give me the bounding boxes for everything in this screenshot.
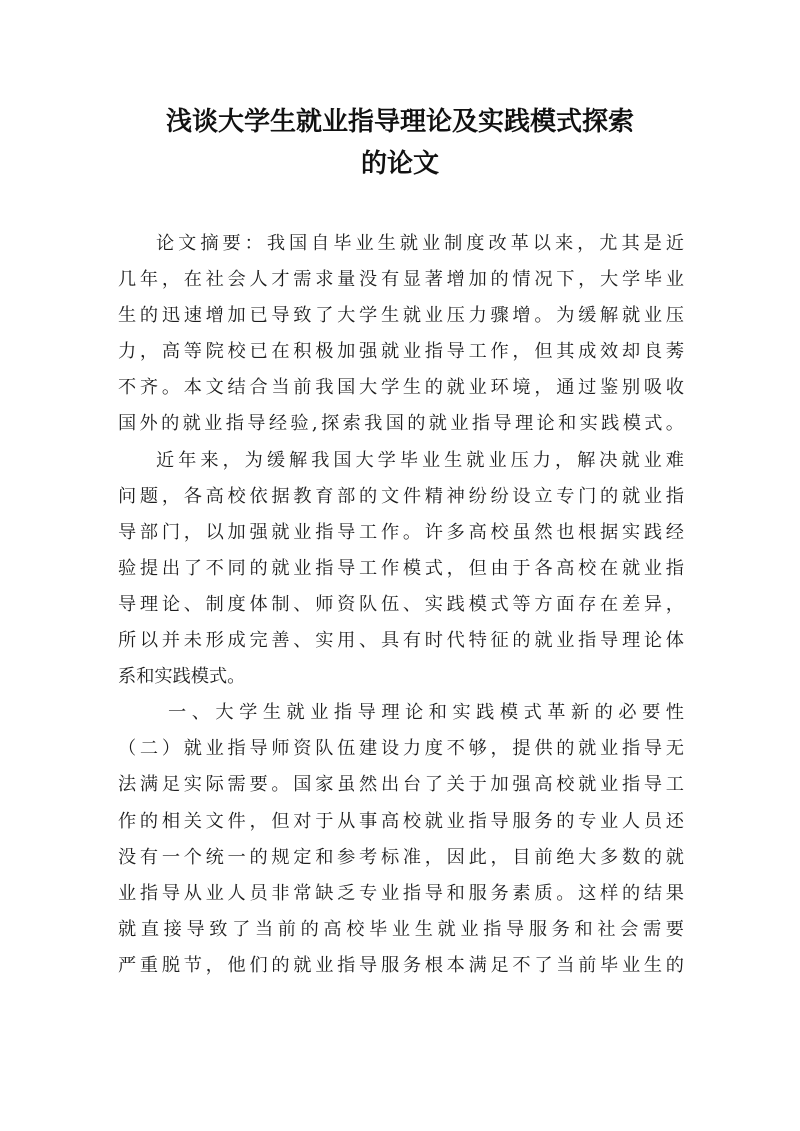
text-line: 论文摘要：我国自毕业生就业制度改革以来，尤其是近 — [156, 233, 684, 254]
document-title-line-2: 的论文 — [360, 149, 439, 179]
text-line: 作的相关文件，但对于从事高校就业指导服务的专业人员还 — [118, 810, 684, 832]
text-line: （二）就业指导师资队伍建设力度不够，提供的就业指导无 — [118, 738, 684, 760]
document-title-line-1: 浅谈大学生就业指导理论及实践模式探索 — [165, 107, 634, 137]
section-paragraph — [118, 731, 684, 984]
document-body — [118, 226, 684, 984]
text-line: 没有一个统一的规定和参考标准，因此，目前绝大多数的就 — [118, 846, 684, 868]
text-line: 导理论、制度体制、师资队伍、实践模式等方面存在差异， — [118, 593, 684, 615]
text-line: 导部门，以加强就业指导工作。许多高校虽然也根据实践经 — [118, 521, 684, 543]
text-line: 验提出了不同的就业指导工作模式，但由于各高校在就业指 — [118, 557, 684, 579]
text-line: 严重脱节，他们的就业指导服务根本满足不了当前毕业生的 — [118, 954, 684, 976]
text-line: 生的迅速增加已导致了大学生就业压力骤增。为缓解就业压 — [118, 305, 684, 327]
text-line: 就直接导致了当前的高校毕业生就业指导服务和社会需要 — [118, 918, 684, 940]
text-line: 国外的就业指导经验,探索我国的就业指导理论和实践模式。 — [118, 413, 684, 435]
text-line: 法满足实际需要。国家虽然出台了关于加强高校就业指导工 — [118, 774, 684, 796]
abstract-paragraph — [118, 226, 684, 443]
section-heading: 一、大学生就业指导理论和实践模式革新的必要性 — [168, 702, 684, 724]
text-line: 力，高等院校已在积极加强就业指导工作，但其成效却良莠 — [118, 341, 684, 363]
intro-paragraph — [118, 443, 684, 696]
text-line: 业指导从业人员非常缺乏专业指导和服务素质。这样的结果 — [118, 882, 684, 904]
text-line: 近年来，为缓解我国大学毕业生就业压力，解决就业难 — [156, 449, 684, 471]
text-line: 系和实践模式。 — [118, 666, 246, 688]
text-line: 问题，各高校依据教育部的文件精神纷纷设立专门的就业指 — [118, 485, 684, 507]
text-line: 几年，在社会人才需求量没有显著增加的情况下，大学毕业 — [118, 269, 684, 291]
text-line: 不齐。本文结合当前我国大学生的就业环境，通过鉴别吸收 — [118, 377, 684, 399]
text-line: 所以并未形成完善、实用、具有时代特征的就业指导理论体 — [118, 630, 684, 652]
